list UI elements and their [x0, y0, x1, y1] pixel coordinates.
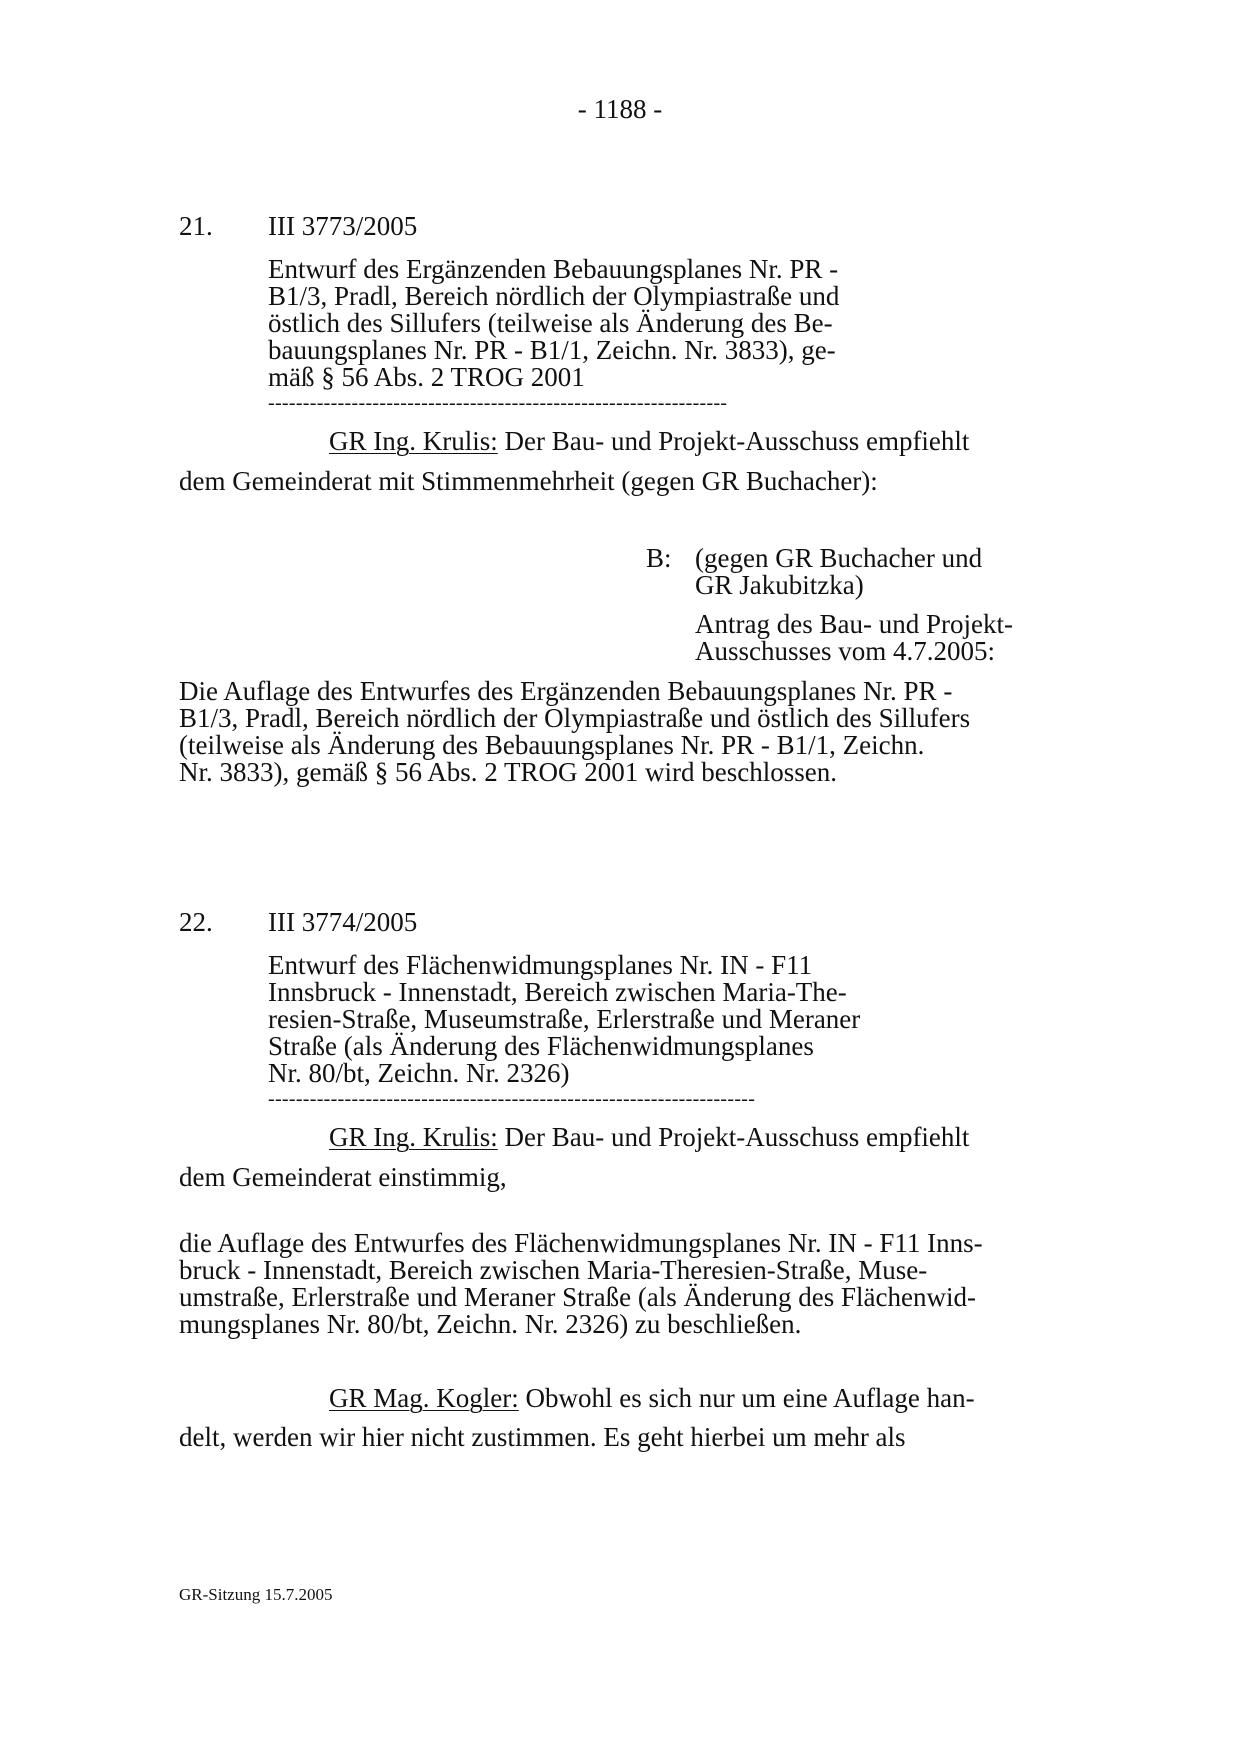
subject-line: bauungsplanes Nr. PR - B1/1, Zeichn. Nr. 3833), ge- — [268, 335, 836, 365]
speaker-name: GR Ing. Krulis: — [329, 426, 498, 456]
speaker-statement — [329, 428, 969, 455]
subject-line: Nr. 80/bt, Zeichn. Nr. 2326) — [268, 1058, 570, 1088]
statement-text: Der Bau- und Projekt-Ausschuss empfiehlt — [504, 426, 970, 456]
speaker-speech — [329, 1385, 975, 1412]
decision-label: B: — [646, 543, 672, 573]
subject-line: resien-Straße, Museumstraße, Erlerstraße und Meraner — [268, 1004, 861, 1034]
speaker-name: GR Mag. Kogler: — [329, 1383, 519, 1413]
resolution-text — [179, 1230, 983, 1338]
subject-line: Entwurf des Ergänzenden Bebauungsplanes Nr. PR - — [268, 254, 839, 284]
motion-line: Antrag des Bau- und Projekt- — [695, 609, 1013, 639]
statement-text: Der Bau- und Projekt-Ausschuss empfiehlt — [504, 1122, 970, 1152]
item-reference: III 3774/2005 — [268, 907, 418, 937]
resolution-line: (teilweise als Änderung des Bebauungsplanes Nr. PR - B1/1, Zeichn. — [179, 730, 925, 760]
motion-note — [695, 611, 1013, 665]
speech-continuation: delt, werden wir hier nicht zustimmen. Es geht hierbei um mehr als — [179, 1422, 906, 1452]
resolution-line: die Auflage des Entwurfes des Flächenwidmungsplanes Nr. IN - F11 Inns- — [179, 1228, 983, 1258]
item-reference: III 3773/2005 — [268, 211, 418, 241]
separator-line: ---------------------------------------------------------------------- — [268, 1088, 756, 1110]
item-subject — [268, 952, 860, 1087]
statement-continuation: dem Gemeinderat mit Stimmenmehrheit (gegen GR Buchacher): — [179, 466, 878, 496]
decision-line: (gegen GR Buchacher und — [695, 543, 983, 573]
resolution-line: B1/3, Pradl, Bereich nördlich der Olympiastraße und östlich des Sillufers — [179, 703, 971, 733]
resolution-line: umstraße, Erlerstraße und Meraner Straße (als Änderung des Flächenwid- — [179, 1282, 976, 1312]
motion-line: Ausschusses vom 4.7.2005: — [695, 636, 996, 666]
subject-line: mäß § 56 Abs. 2 TROG 2001 — [268, 362, 585, 392]
subject-line: Entwurf des Flächenwidmungsplanes Nr. IN - F11 — [268, 950, 813, 980]
subject-line: Straße (als Änderung des Flächenwidmungsplanes — [268, 1031, 814, 1061]
resolution-text — [179, 678, 970, 786]
decision-note — [695, 545, 982, 599]
subject-line: B1/3, Pradl, Bereich nördlich der Olympiastraße und — [268, 281, 840, 311]
speaker-name: GR Ing. Krulis: — [329, 1122, 498, 1152]
separator-line: ------------------------------------------------------------------ — [268, 392, 728, 414]
item-number: 21. — [179, 211, 213, 241]
resolution-line: Die Auflage des Entwurfes des Ergänzenden Bebauungsplanes Nr. PR - — [179, 676, 953, 706]
page-number: - 1188 - — [577, 94, 663, 124]
resolution-line: mungsplanes Nr. 80/bt, Zeichn. Nr. 2326) zu beschließen. — [179, 1309, 802, 1339]
statement-continuation: dem Gemeinderat einstimmig, — [179, 1162, 507, 1192]
item-number: 22. — [179, 907, 213, 937]
subject-line: östlich des Sillufers (teilweise als Änderung des Be- — [268, 308, 833, 338]
item-subject — [268, 256, 839, 391]
speech-text: Obwohl es sich nur um eine Auflage han- — [525, 1383, 975, 1413]
speaker-statement — [329, 1124, 969, 1151]
subject-line: Innsbruck - Innenstadt, Bereich zwischen Maria-The- — [268, 977, 847, 1007]
decision-line: GR Jakubitzka) — [695, 570, 864, 600]
resolution-line: Nr. 3833), gemäß § 56 Abs. 2 TROG 2001 wird beschlossen. — [179, 757, 837, 787]
footer-session-date: GR-Sitzung 15.7.2005 — [179, 1585, 333, 1604]
resolution-line: bruck - Innenstadt, Bereich zwischen Maria-Theresien-Straße, Muse- — [179, 1255, 928, 1285]
